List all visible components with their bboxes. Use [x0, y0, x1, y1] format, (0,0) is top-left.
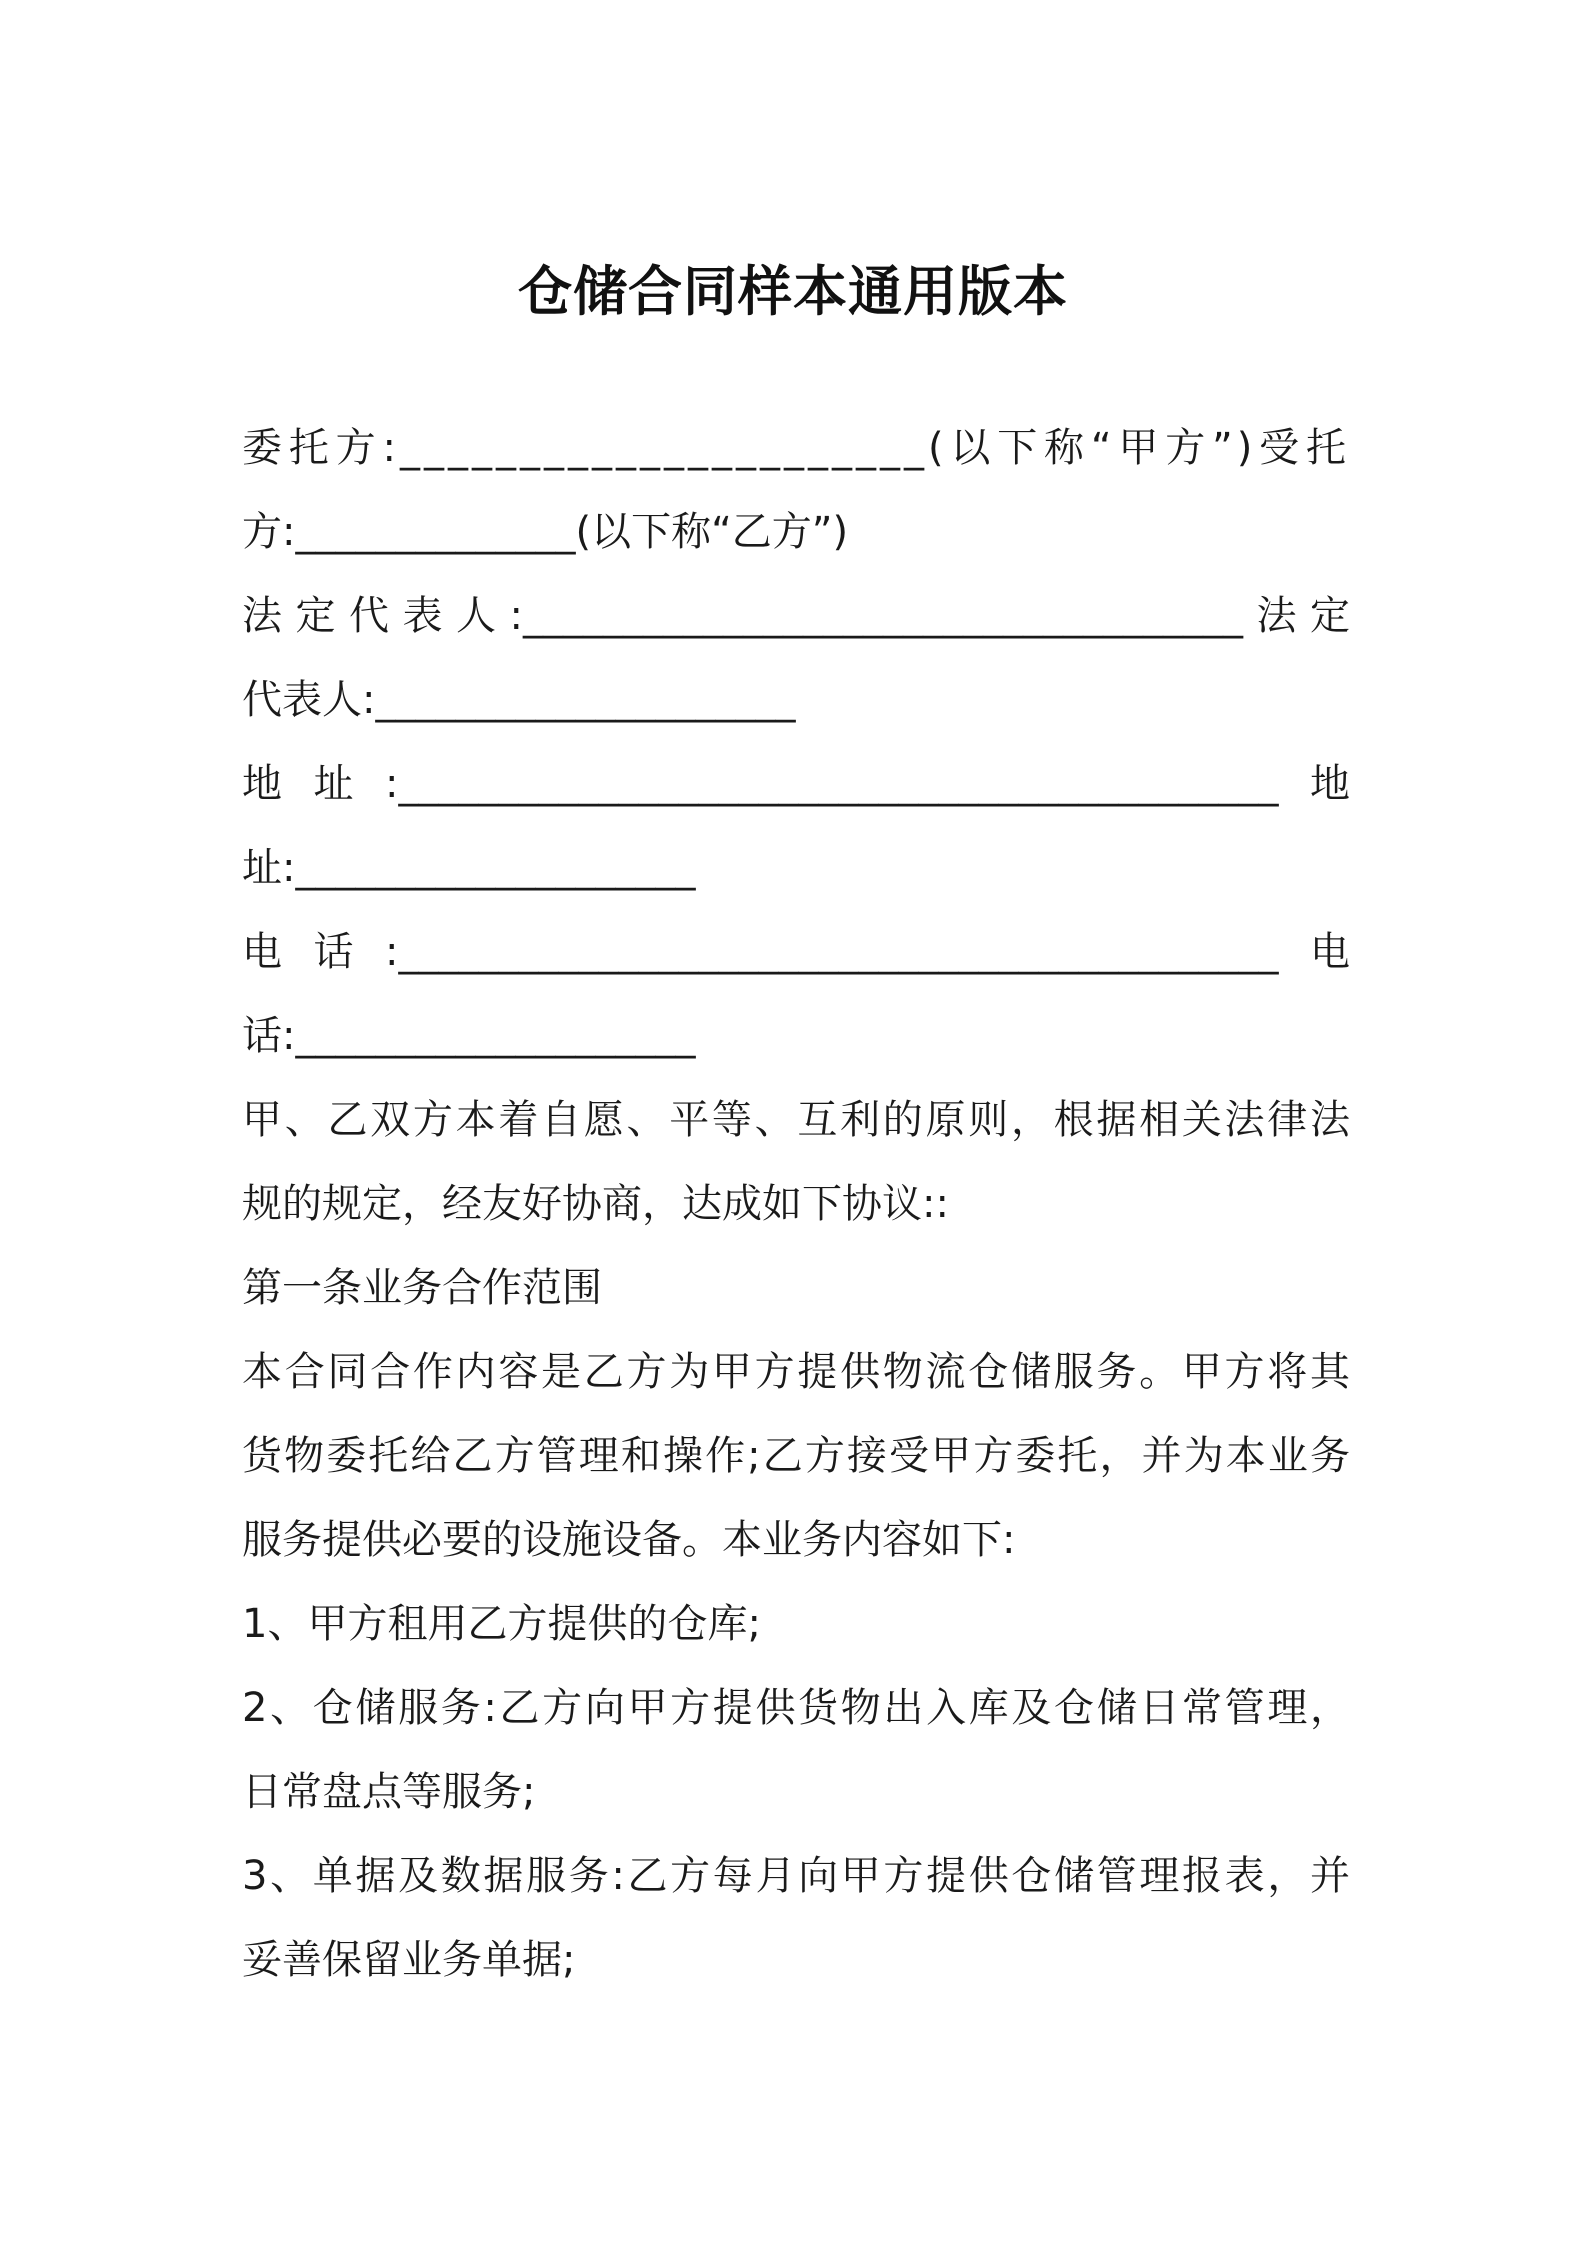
phone-b-line: 话:____________________	[242, 1013, 696, 1059]
party-a-line: 委托方:______________________(以下称“甲方”)受托	[242, 425, 1350, 471]
list-item-2-line-1: 2、仓储服务:乙方向甲方提供货物出入库及仓储日常管理，	[242, 1685, 1350, 1731]
address-b-line: 址:____________________	[242, 845, 696, 891]
article-1-para-line-2: 货物委托给乙方管理和操作;乙方接受甲方委托，并为本业务	[242, 1433, 1350, 1479]
preamble-line-2: 规的规定，经友好协商，达成如下协议::	[242, 1181, 949, 1227]
list-item-2-line-2: 日常盘点等服务;	[242, 1769, 536, 1815]
legal-rep-b-line: 代表人:_____________________	[242, 677, 796, 723]
party-b-line: 方:______________(以下称“乙方”)	[242, 509, 849, 555]
legal-rep-line: 法定代表人:____________________________________法定	[242, 593, 1350, 639]
address-line: 地址:____________________________________________地	[242, 761, 1350, 807]
article-1-heading: 第一条业务合作范围	[242, 1265, 602, 1311]
list-item-3-line-2: 妥善保留业务单据;	[242, 1937, 576, 1983]
list-item-1: 1、甲方租用乙方提供的仓库;	[242, 1601, 761, 1647]
article-1-para-line-3: 服务提供必要的设施设备。本业务内容如下:	[242, 1517, 1016, 1563]
preamble-line-1: 甲、乙双方本着自愿、平等、互利的原则，根据相关法律法	[242, 1097, 1350, 1143]
document-body	[242, 406, 1350, 2002]
list-item-3-line-1: 3、单据及数据服务:乙方每月向甲方提供仓储管理报表，并	[242, 1853, 1350, 1899]
document-title: 仓储合同样本通用版本	[518, 260, 1068, 323]
phone-line: 电话:____________________________________________电	[242, 929, 1350, 975]
article-1-para-line-1: 本合同合作内容是乙方为甲方提供物流仓储服务。甲方将其	[242, 1349, 1350, 1395]
